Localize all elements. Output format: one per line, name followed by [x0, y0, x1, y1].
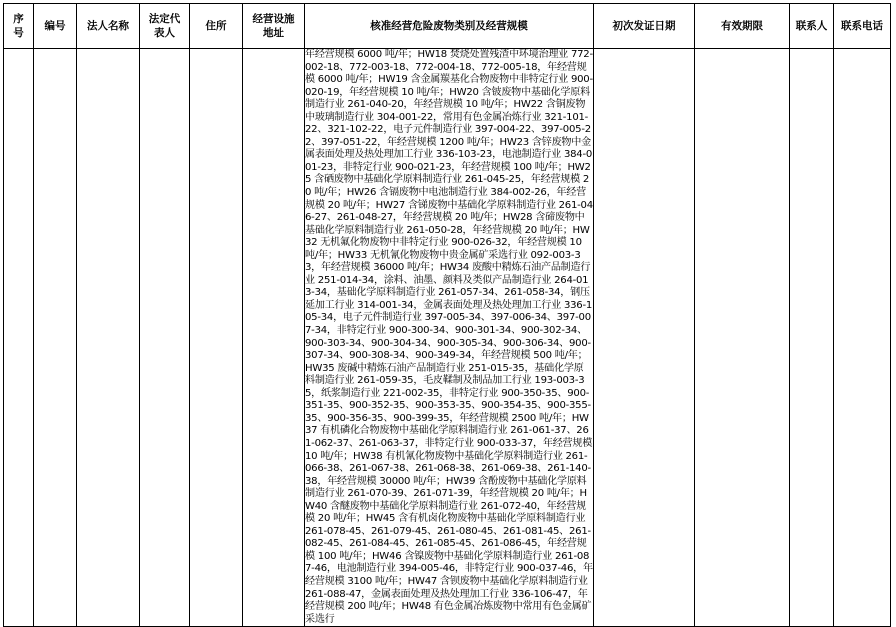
cell-valid-period	[695, 49, 790, 627]
header-valid-period: 有效期限	[695, 4, 790, 49]
cell-number	[34, 49, 77, 627]
header-address: 住所	[190, 4, 243, 49]
hazardous-waste-permit-table	[3, 3, 891, 627]
header-scope: 核准经营危险废物类别及经营规模	[305, 4, 594, 49]
header-row	[4, 4, 891, 49]
cell-phone	[834, 49, 891, 627]
header-company: 法人名称	[77, 4, 140, 49]
cell-legal-rep	[140, 49, 190, 627]
header-facility-address: 经营设施地址	[243, 4, 305, 49]
cell-company	[77, 49, 140, 627]
header-legal-rep: 法定代表人	[140, 4, 190, 49]
cell-scope	[305, 49, 594, 627]
cell-seq	[4, 49, 34, 627]
header-contact: 联系人	[790, 4, 834, 49]
scope-text: 年经营规模 6000 吨/年；HW18 焚烧处置残渣中环境治理业 772-002-18、772-003-18、772-004-18、772-005-18，年经营规模 6000 吨/年；HW19 含金属羰基化合物废物中非特定行业 900-020-19，年经营规模 10 吨/年；HW20 含铍废物中基础化学原料制造行业 261-040-20，年经营规模 10 吨/年；HW22 含铜废物中玻璃制造行业 304-001-22，常用有色金属冶炼行业 321-101-22、321-102-22，电子元件制造行业 397-004-22、397-005-22、397-051-22，年经营规模 1200 吨/年；HW23 含锌废物中金属表面处理及热处理加工行业 336-103-23，电池制造行业 384-001-23，非特定行业 900-021-23，年经营规模 100 吨/年；HW25 含硒废物中基础化学原料制造行业 261-045-25，年经营规模 20 吨/年；HW26 含镉废物中电池制造行业 384-002-26，年经营规模 20 吨/年；HW27 含锑废物中基础化学原料制造行业 261-046-27、261-048-27，年经营规模 20 吨/年；HW28 含碲废物中基础化学原料制造行业 261-050-28，年经营规模 20 吨/年；HW32 无机氟化物废物中非特定行业 900-026-32，年经营规模 10 吨/年；HW33 无机氰化物废物中贵金属矿采选行业 092-003-33，年经营规模 36000 吨/年；HW34 废酸中精炼石油产品制造行业 251-014-34，涂料、油墨、颜料及类似产品制造行业 264-013-34，基础化学原料制造行业 261-057-34、261-058-34，钢压延加工行业 314-001-34，金属表面处理及热处理加工行业 336-105-34，电子元件制造行业 397-005-34、397-006-34、397-007-34，非特定行业 900-300-34、900-301-34、900-302-34、900-303-34、900-304-34、900-305-34、900-306-34、900-307-34、900-308-34、900-349-34，年经营规模 500 吨/年；HW35 废碱中精炼石油产品制造行业 251-015-35，基础化学原料制造行业 261-059-35，毛皮鞣制及制品加工行业 193-003-35，纸浆制造行业 221-002-35，非特定行业 900-350-35、900-351-35、900-352-35、900-353-35、900-354-35、900-355-35、900-356-35、900-399-35，年经营规模 2500 吨/年；HW37 有机磷化合物废物中基础化学原料制造行业 261-061-37、261-062-37、261-063-37，非特定行业 900-033-37，年经营规模 10 吨/年；HW38 有机氰化物废物中基础化学原料制造行业 261-066-38、261-067-38、261-068-38、261-069-38、261-140-38，年经营规模 30000 吨/年；HW39 含酚废物中基础化学原料制造行业 261-070-39、261-071-39，年经营规模 20 吨/年；HW40 含醚废物中基础化学原料制造行业 261-072-40，年经营规模 20 吨/年；HW45 含有机卤化物废物中基础化学原料制造行业 261-078-45、261-079-45、261-080-45、261-081-45、261-082-45、261-084-45、261-085-45、261-086-45，年经营规模 100 吨/年；HW46 含镍废物中基础化学原料制造行业 261-087-46，电池制造行业 394-005-46，非特定行业 900-037-46，年经营规模 3100 吨/年；HW47 含钡废物中基础化学原料制造行业 261-088-47，金属表面处理及热处理加工行业 336-106-47，年经营规模 200 吨/年；HW48 有色金属冶炼废物中常用有色金属矿采选行	[305, 49, 593, 625]
header-number: 编号	[34, 4, 77, 49]
table-row	[4, 49, 891, 627]
cell-address	[190, 49, 243, 627]
header-seq: 序号	[4, 4, 34, 49]
header-issue-date: 初次发证日期	[594, 4, 695, 49]
cell-issue-date	[594, 49, 695, 627]
cell-facility-address	[243, 49, 305, 627]
header-phone: 联系电话	[834, 4, 891, 49]
cell-contact	[790, 49, 834, 627]
